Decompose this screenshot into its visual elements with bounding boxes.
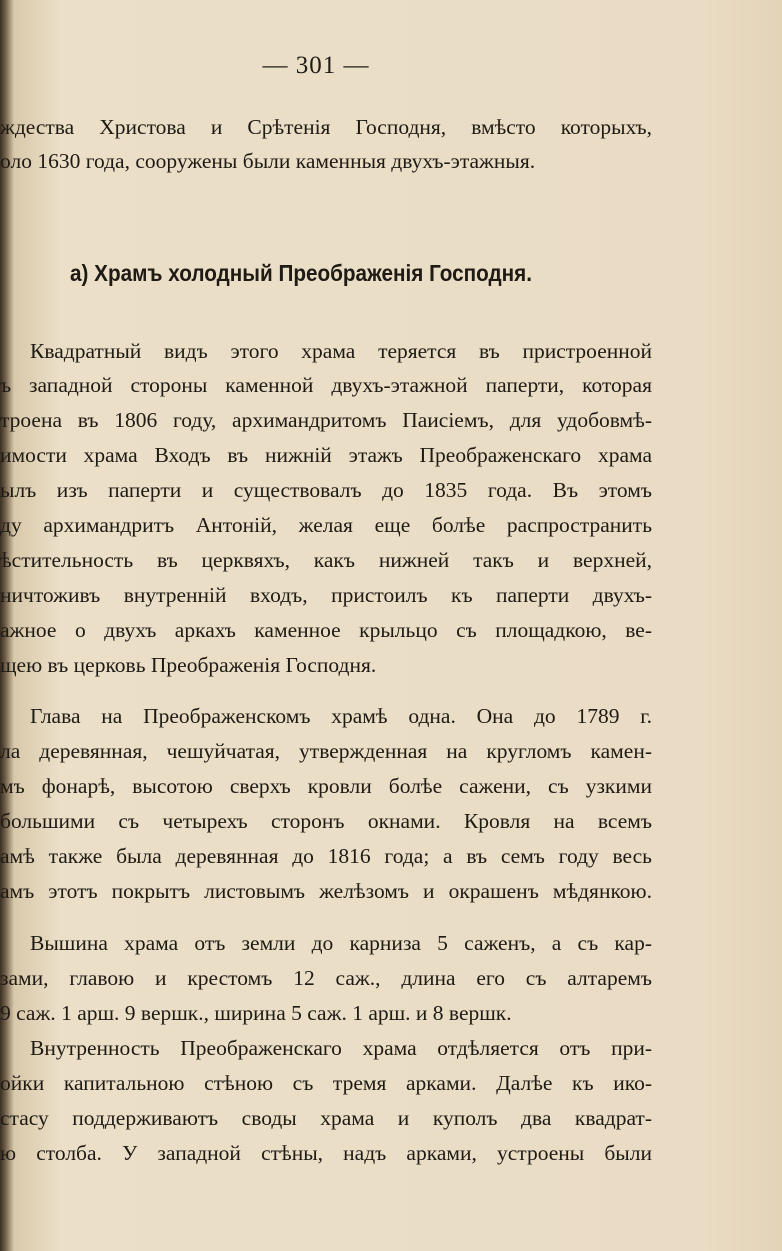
text-line: имости храма Входъ въ нижній этажъ Преображенскаго храма xyxy=(0,443,652,467)
text-line: амѣ также была деревянная до 1816 года; а въ семъ году весь xyxy=(0,844,652,868)
text-line: Внутренность Преображенскаго храма отдѣляется отъ при- xyxy=(30,1036,652,1060)
text-line: ылъ изъ паперти и существовалъ до 1835 года. Въ этомъ xyxy=(0,478,652,502)
text-line: ждества Христова и Срѣтенія Господня, вмѣсто которыхъ, xyxy=(0,115,652,139)
text-line: мъ фонарѣ, высотою сверхъ кровли болѣе сажени, съ узкими xyxy=(0,774,652,798)
text-line: оло 1630 года, сооружены были каменныя двухъ-этажныя. xyxy=(0,149,536,173)
text-line: ойки капитальною стѣною съ тремя арками. Далѣе къ ико- xyxy=(0,1071,652,1095)
text-line: ду архимандритъ Антоній, желая еще болѣе распространить xyxy=(0,513,652,537)
page-number: — 301 — xyxy=(262,52,370,79)
text-line: ѣстительность въ церквяхъ, какъ нижней такъ и верхней, xyxy=(0,548,652,572)
text-line: 9 саж. 1 арш. 9 вершк., ширина 5 саж. 1 арш. и 8 вершк. xyxy=(0,1001,512,1025)
text-line: Вышина храма отъ земли до карниза 5 саженъ, а съ кар- xyxy=(30,931,652,955)
text-line: ла деревянная, чешуйчатая, утвержденная на кругломъ камен- xyxy=(0,739,652,763)
text-line: стасу поддерживаютъ своды храма и куполъ два квадрат- xyxy=(0,1106,652,1130)
text-line: ъ западной стороны каменной двухъ-этажной паперти, которая xyxy=(0,373,652,397)
text-line: большими съ четырехъ сторонъ окнами. Кровля на всемъ xyxy=(0,809,652,833)
text-line: ажное о двухъ аркахъ каменное крыльцо съ площадкою, ве- xyxy=(0,618,652,642)
text-line: амъ этотъ покрытъ листовымъ желѣзомъ и окрашенъ мѣдянкою. xyxy=(0,879,652,903)
section-heading: а) Храмъ холодный Преображенія Господня. xyxy=(70,260,533,286)
text-line: зами, главою и крестомъ 12 саж., длина его съ алтаремъ xyxy=(0,966,652,990)
text-line: Квадратный видъ этого храма теряется въ пристроенной xyxy=(30,339,652,363)
text-line: ю столба. У западной стѣны, надъ арками, устроены были xyxy=(0,1141,652,1165)
text-line: троена въ 1806 году, архимандритомъ Паисіемъ, для удобовмѣ- xyxy=(0,408,652,432)
text-line: Глава на Преображенскомъ храмѣ одна. Она до 1789 г. xyxy=(30,704,652,728)
text-line: щею въ церковь Преображенія Господня. xyxy=(0,653,377,677)
text-line: ничтоживъ внутренній входъ, пристоилъ къ паперти двухъ- xyxy=(0,583,652,607)
